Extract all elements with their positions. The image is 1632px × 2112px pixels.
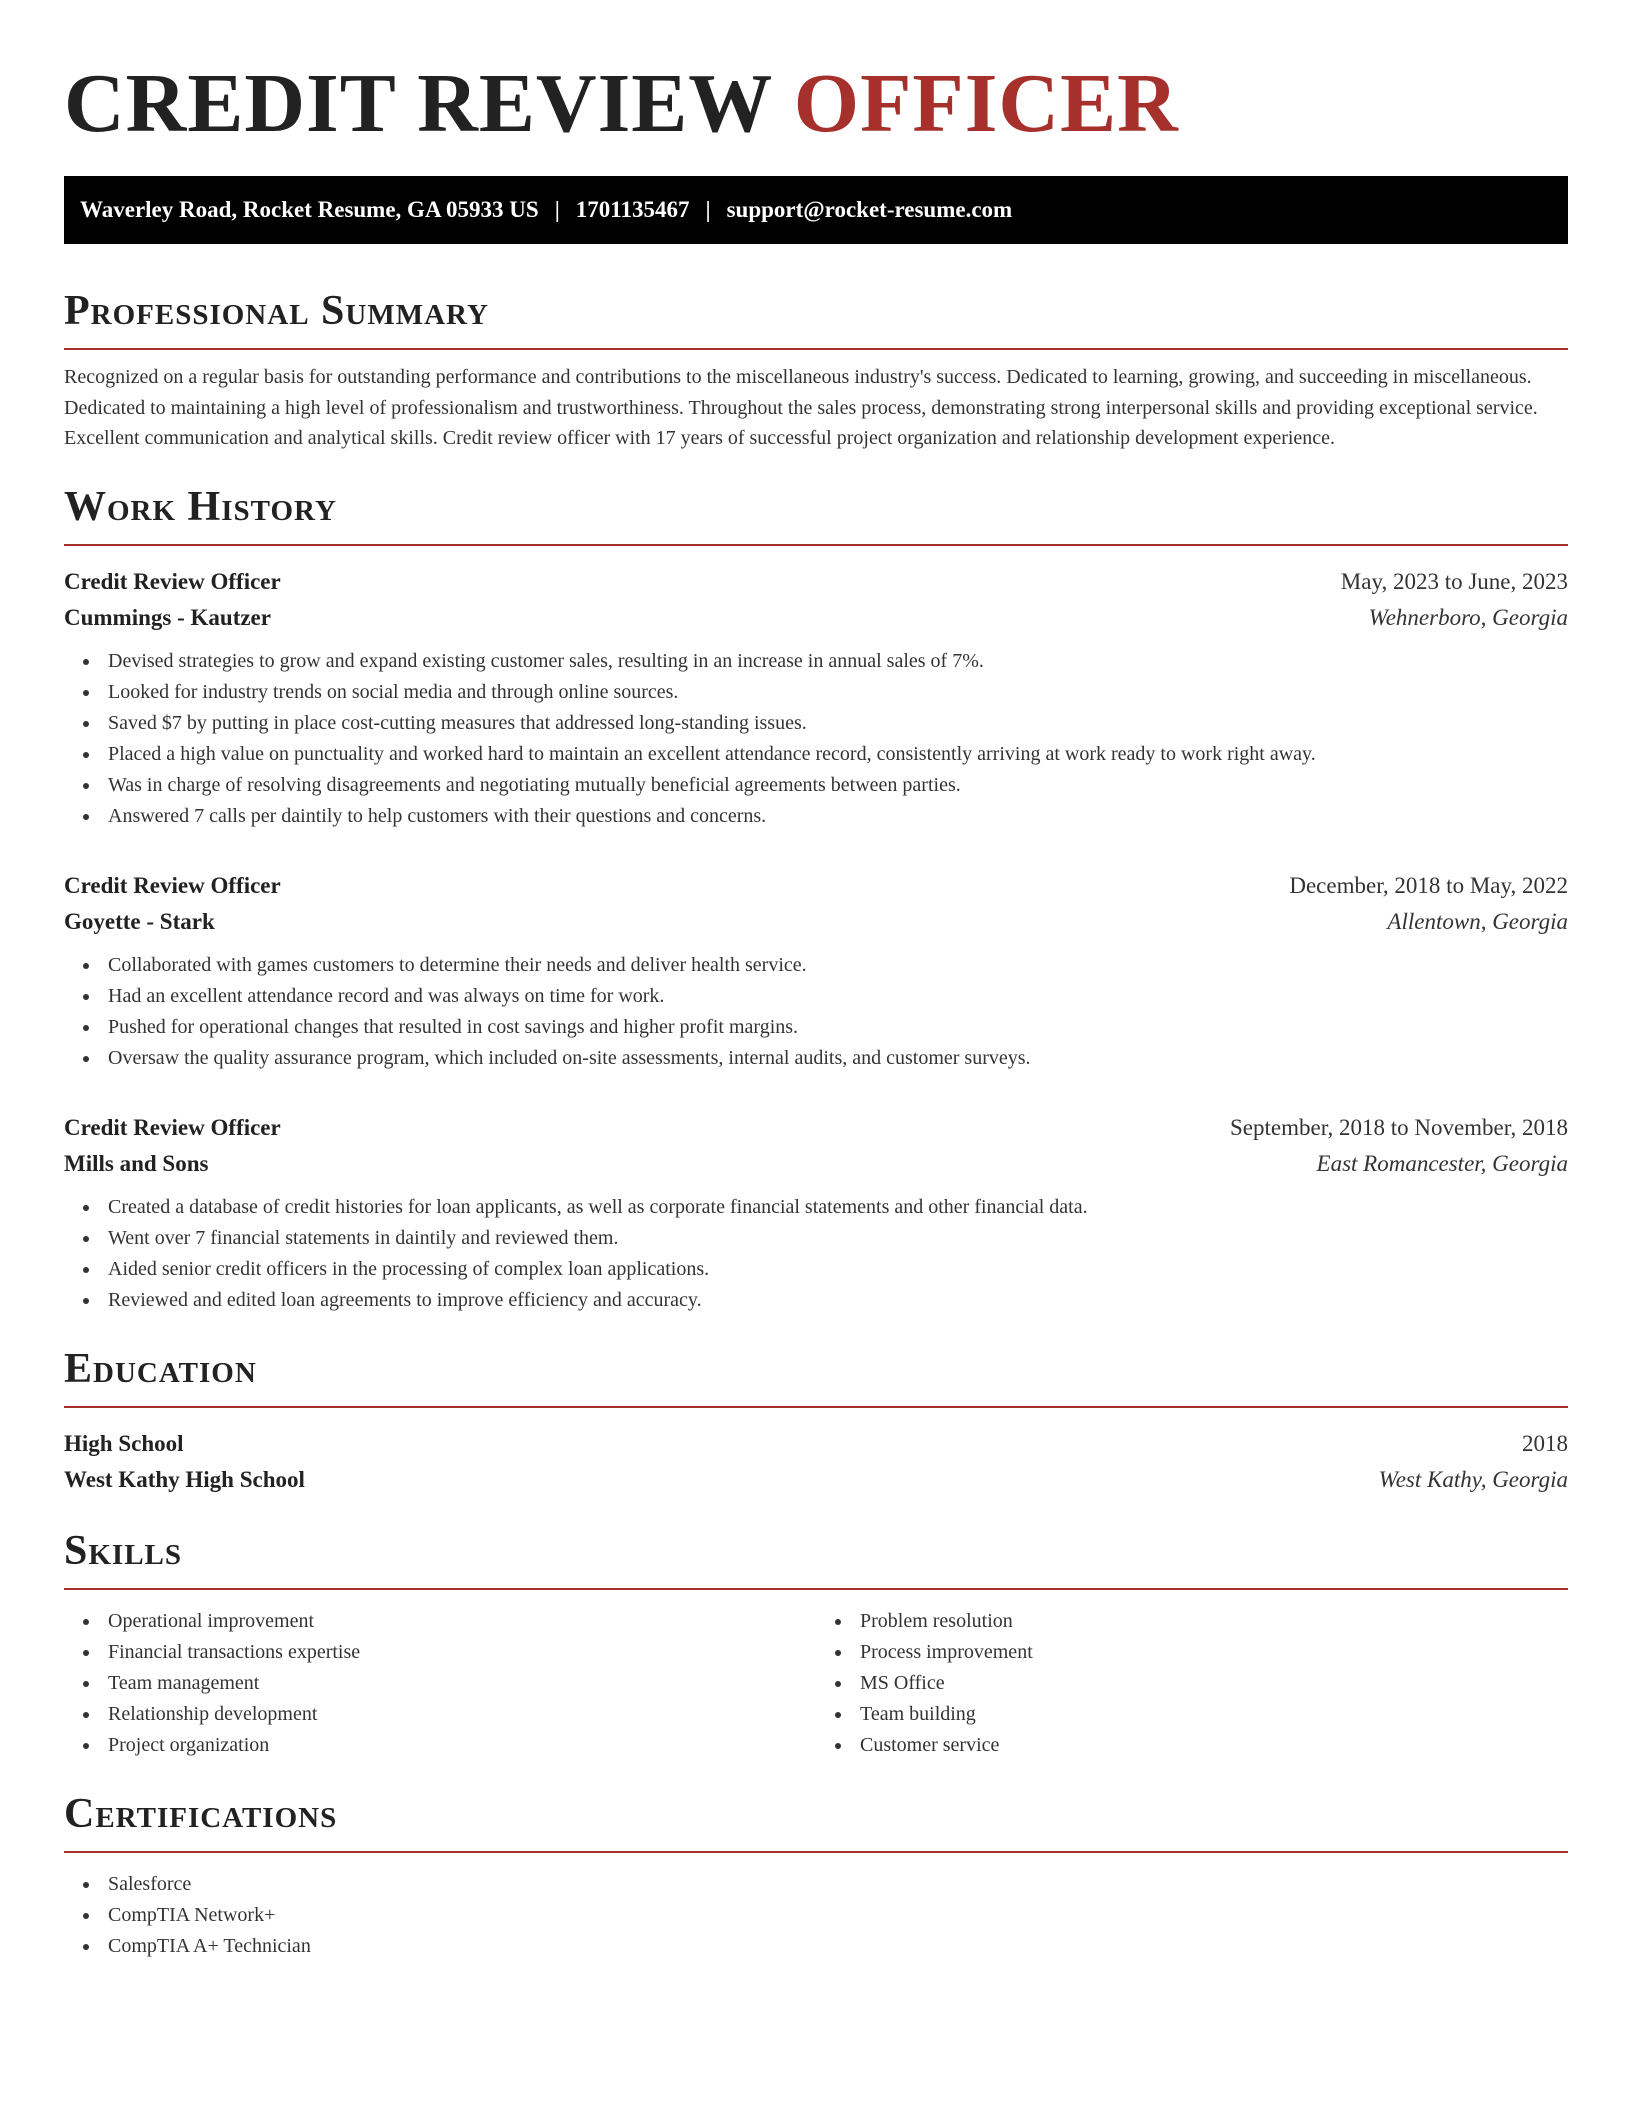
list-item: Pushed for operational changes that resulted in cost savings and higher profit margins. <box>108 1012 1568 1043</box>
skill-item: Project organization <box>108 1730 816 1761</box>
list-item: Devised strategies to grow and expand existing customer sales, resulting in an increase in annual sales of 7%. <box>108 646 1568 677</box>
job-role: Credit Review Officer <box>64 872 281 898</box>
education-location: West Kathy, Georgia <box>1378 1466 1568 1492</box>
contact-address: Waverley Road, Rocket Resume, GA 05933 US <box>80 197 539 222</box>
section-title-summary: Professional Summary <box>64 288 489 334</box>
skill-item: Team building <box>860 1699 1568 1730</box>
job-company: Cummings - Kautzer <box>64 604 271 630</box>
section-divider <box>64 544 1568 546</box>
skill-item: Relationship development <box>108 1699 816 1730</box>
contact-separator: | <box>554 197 560 222</box>
job-header-row <box>64 1110 1568 1146</box>
job-entry <box>64 1110 1568 1316</box>
job-dates: December, 2018 to May, 2022 <box>1289 872 1568 898</box>
job-dates: May, 2023 to June, 2023 <box>1340 568 1568 594</box>
job-entry <box>64 564 1568 832</box>
section-divider <box>64 348 1568 350</box>
job-location: Allentown, Georgia <box>1387 908 1568 934</box>
job-company: Mills and Sons <box>64 1150 209 1176</box>
name-accent: OFFICER <box>793 57 1179 150</box>
education-section <box>64 1342 1568 1498</box>
job-bullet-list <box>64 950 1568 1074</box>
contact-separator: | <box>705 197 711 222</box>
skills-section <box>64 1524 1568 1761</box>
job-bullet-list <box>64 1192 1568 1316</box>
skills-column-right <box>816 1606 1568 1761</box>
education-entry <box>64 1426 1568 1498</box>
summary-text: Recognized on a regular basis for outstanding performance and contributions to the miscellaneous industry's success. Dedicated to learning, growing, and succeeding in miscellaneous. Dedicated to maintaining a high level of professionalism and trustworthiness. Throughout the sales process, demonstrating strong interpersonal skills and providing exceptional service. Excellent communication and analytical skills. Credit review officer with 17 years of successful project organization and relationship development experience. <box>64 366 1538 449</box>
job-role: Credit Review Officer <box>64 1114 281 1140</box>
skill-item: Team management <box>108 1668 816 1699</box>
list-item: Collaborated with games customers to determine their needs and deliver health service. <box>108 950 1568 981</box>
job-company: Goyette - Stark <box>64 908 215 934</box>
summary-section <box>64 284 1568 454</box>
certification-item: CompTIA Network+ <box>108 1900 1568 1931</box>
skill-item: MS Office <box>860 1668 1568 1699</box>
education-year: 2018 <box>1522 1430 1568 1456</box>
skills-columns <box>64 1606 1568 1761</box>
section-title-work-history: Work History <box>64 483 337 530</box>
certification-item: CompTIA A+ Technician <box>108 1931 1568 1962</box>
certifications-section <box>64 1787 1568 1962</box>
certification-item: Salesforce <box>108 1869 1568 1900</box>
job-entry <box>64 868 1568 1074</box>
section-divider <box>64 1588 1568 1590</box>
education-school: West Kathy High School <box>64 1466 305 1492</box>
job-company-row <box>64 1146 1568 1182</box>
list-item: Looked for industry trends on social media and through online sources. <box>108 677 1568 708</box>
job-header-row <box>64 868 1568 904</box>
skill-item: Financial transactions expertise <box>108 1637 816 1668</box>
list-item: Answered 7 calls per daintily to help customers with their questions and concerns. <box>108 801 1568 832</box>
education-row <box>64 1462 1568 1498</box>
skills-column-left <box>64 1606 816 1761</box>
education-degree: High School <box>64 1430 184 1456</box>
job-dates: September, 2018 to November, 2018 <box>1230 1114 1568 1140</box>
section-title-skills: Skills <box>64 1527 183 1574</box>
job-header-row <box>64 564 1568 600</box>
name-first: CREDIT REVIEW <box>64 57 772 150</box>
skill-item: Customer service <box>860 1730 1568 1761</box>
job-list <box>64 564 1568 1316</box>
job-company-row <box>64 600 1568 636</box>
list-item: Placed a high value on punctuality and worked hard to maintain an excellent attendance record, consistently arriving at work ready to work right away. <box>108 739 1568 770</box>
resume-name-heading <box>64 0 1568 164</box>
job-location: East Romancester, Georgia <box>1316 1150 1568 1176</box>
contact-phone: 1701135467 <box>575 197 690 222</box>
list-item: Created a database of credit histories for loan applicants, as well as corporate financial statements and other financial data. <box>108 1192 1568 1223</box>
job-bullet-list <box>64 646 1568 832</box>
skill-item: Problem resolution <box>860 1606 1568 1637</box>
list-item: Was in charge of resolving disagreements and negotiating mutually beneficial agreements between parties. <box>108 770 1568 801</box>
skills-list-right <box>816 1606 1568 1761</box>
list-item: Oversaw the quality assurance program, which included on-site assessments, internal audits, and customer surveys. <box>108 1043 1568 1074</box>
list-item: Reviewed and edited loan agreements to improve efficiency and accuracy. <box>108 1285 1568 1316</box>
contact-email: support@rocket-resume.com <box>726 197 1013 222</box>
contact-bar <box>64 176 1568 244</box>
work-history-section <box>64 480 1568 1316</box>
skill-item: Operational improvement <box>108 1606 816 1637</box>
certifications-list <box>64 1869 1568 1962</box>
list-item: Went over 7 financial statements in daintily and reviewed them. <box>108 1223 1568 1254</box>
section-divider <box>64 1406 1568 1408</box>
list-item: Had an excellent attendance record and was always on time for work. <box>108 981 1568 1012</box>
section-title-certifications: Certifications <box>64 1790 338 1837</box>
education-row <box>64 1426 1568 1462</box>
resume-page <box>64 0 1568 1962</box>
job-role: Credit Review Officer <box>64 568 281 594</box>
list-item: Aided senior credit officers in the processing of complex loan applications. <box>108 1254 1568 1285</box>
section-divider <box>64 1851 1568 1853</box>
list-item: Saved $7 by putting in place cost-cutting measures that addressed long-standing issues. <box>108 708 1568 739</box>
job-company-row <box>64 904 1568 940</box>
section-title-education: Education <box>64 1345 257 1392</box>
skill-item: Process improvement <box>860 1637 1568 1668</box>
skills-list-left <box>64 1606 816 1761</box>
job-location: Wehnerboro, Georgia <box>1368 604 1568 630</box>
